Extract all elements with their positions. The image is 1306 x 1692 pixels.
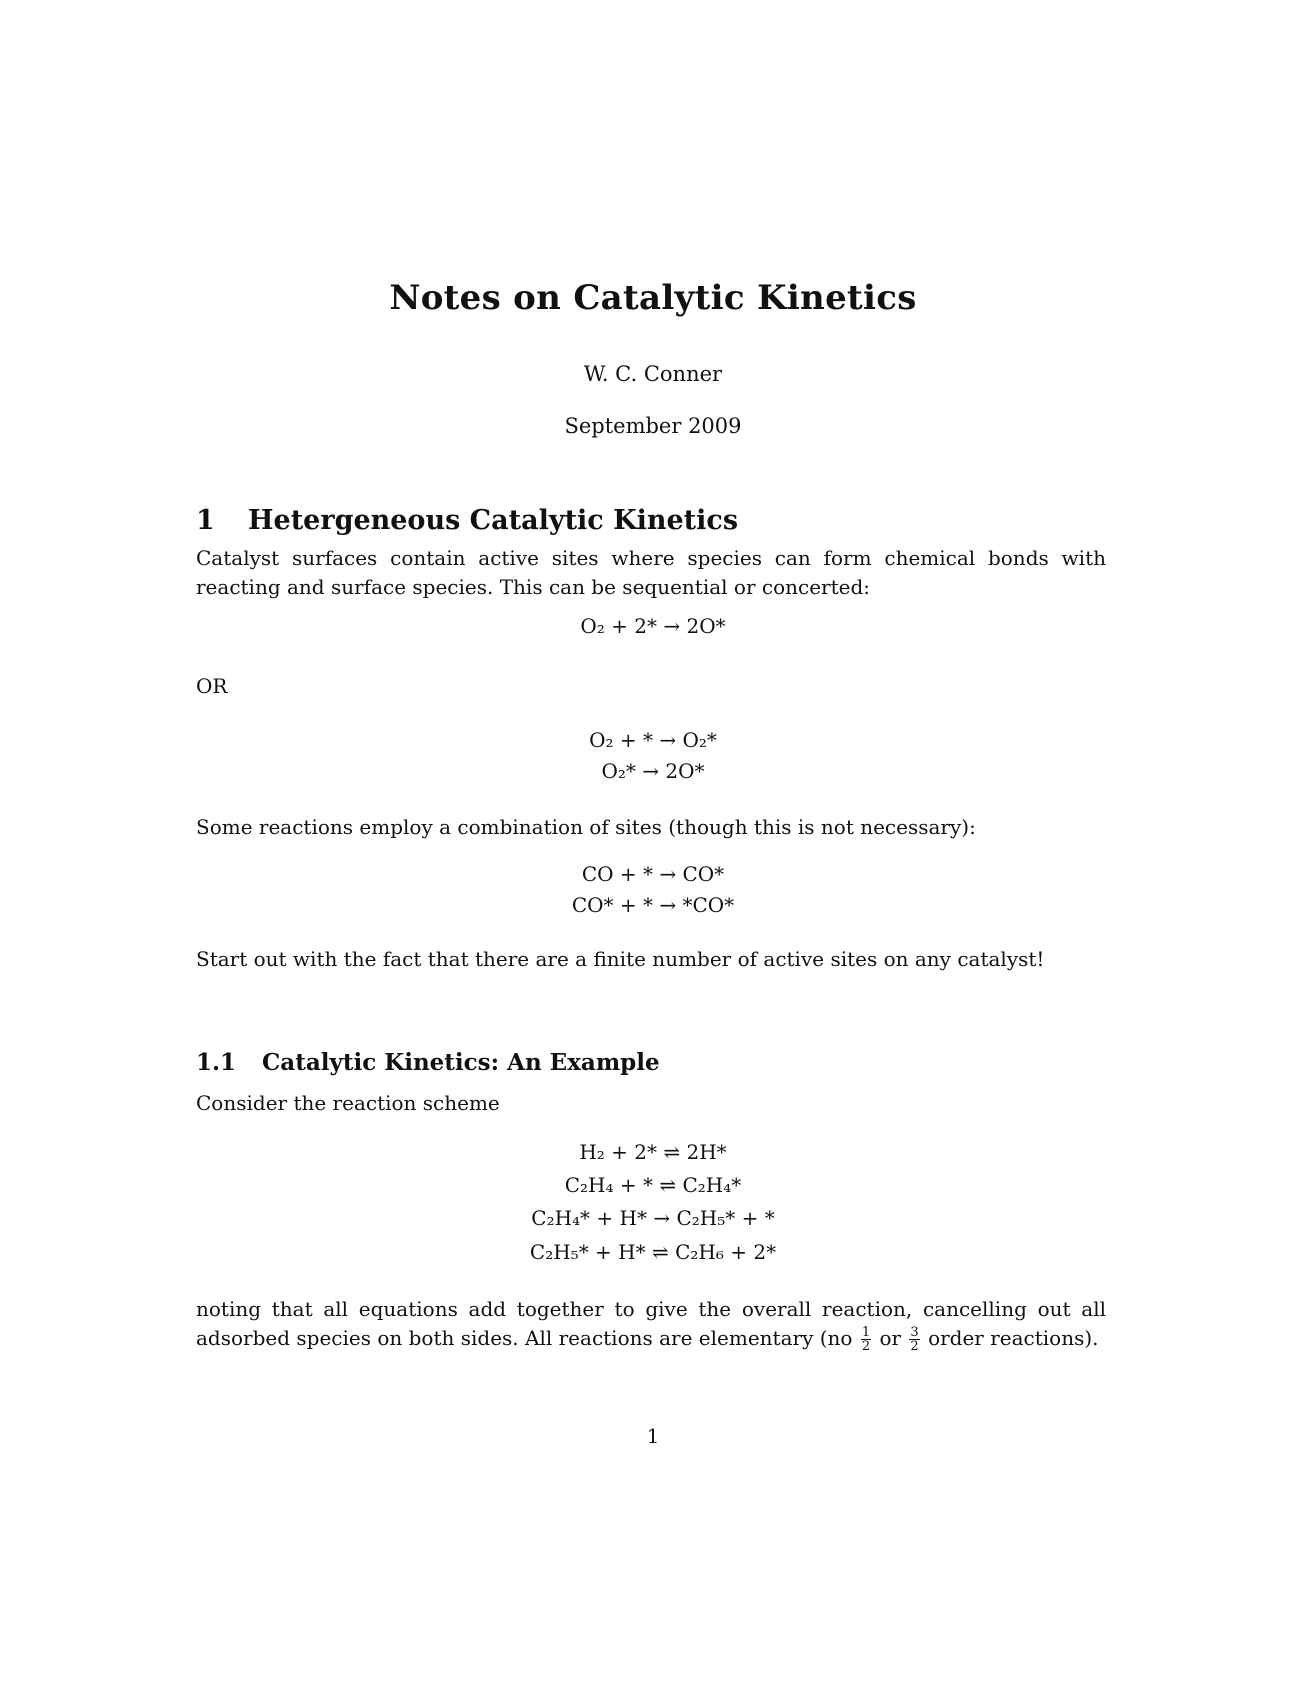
section-heading [196, 505, 738, 536]
or-label: OR [196, 674, 228, 698]
fraction-denominator: 2 [861, 1339, 871, 1354]
intro-paragraph: Catalyst surfaces contain active sites where species can form chemical bonds with reacting and surface species. This can be sequential or concerted: [196, 546, 1106, 599]
equation-scheme-4: C₂H₅* + H* ⇌ C₂H₆ + 2* [529, 1240, 777, 1264]
date: September 2009 [564, 414, 742, 438]
fraction-three-halves [909, 1326, 919, 1353]
section-title: Hetergeneous Catalytic Kinetics [248, 505, 739, 536]
equation-scheme-3: C₂H₄* + H* → C₂H₅* + * [531, 1206, 775, 1230]
section-number: 1 [196, 505, 215, 536]
equation-sequential-1: O₂ + * → O₂* [589, 728, 717, 752]
equation-scheme-1: H₂ + 2* ⇌ 2H* [579, 1140, 727, 1164]
equation-sequential-2: O₂* → 2O* [601, 759, 705, 783]
equation-concerted: O₂ + 2* → 2O* [580, 614, 726, 638]
or-word: or [879, 1326, 902, 1350]
scheme-intro: Consider the reaction scheme [196, 1091, 500, 1115]
combination-paragraph: Some reactions employ a combination of sites (though this is not necessary): [196, 815, 976, 839]
equation-scheme-2: C₂H₄ + * ⇌ C₂H₄* [564, 1173, 742, 1197]
fraction-denominator: 2 [910, 1339, 919, 1354]
page-number: 1 [646, 1424, 660, 1448]
subsection-heading [196, 1049, 660, 1076]
author: W. C. Conner [583, 362, 723, 386]
fraction-one-half [861, 1326, 871, 1353]
note-paragraph [196, 1295, 1106, 1353]
document-title: Notes on Catalytic Kinetics [389, 278, 917, 318]
note-end: order reactions). [928, 1326, 1099, 1350]
equation-combination-2: CO* + * → *CO* [571, 893, 735, 917]
note-text: noting that all equations add together to give the overall reaction, cancelling out all adsorbed species on both sides. All reactions are elementary (no [196, 1297, 1106, 1350]
finite-sites-paragraph: Start out with the fact that there are a finite number of active sites on any catalyst! [196, 947, 1045, 971]
fraction-numerator: 3 [910, 1325, 919, 1340]
subsection-number: 1.1 [196, 1049, 237, 1076]
equation-combination-1: CO + * → CO* [581, 862, 725, 886]
fraction-numerator: 1 [861, 1325, 871, 1340]
subsection-title: Catalytic Kinetics: An Example [262, 1049, 660, 1076]
